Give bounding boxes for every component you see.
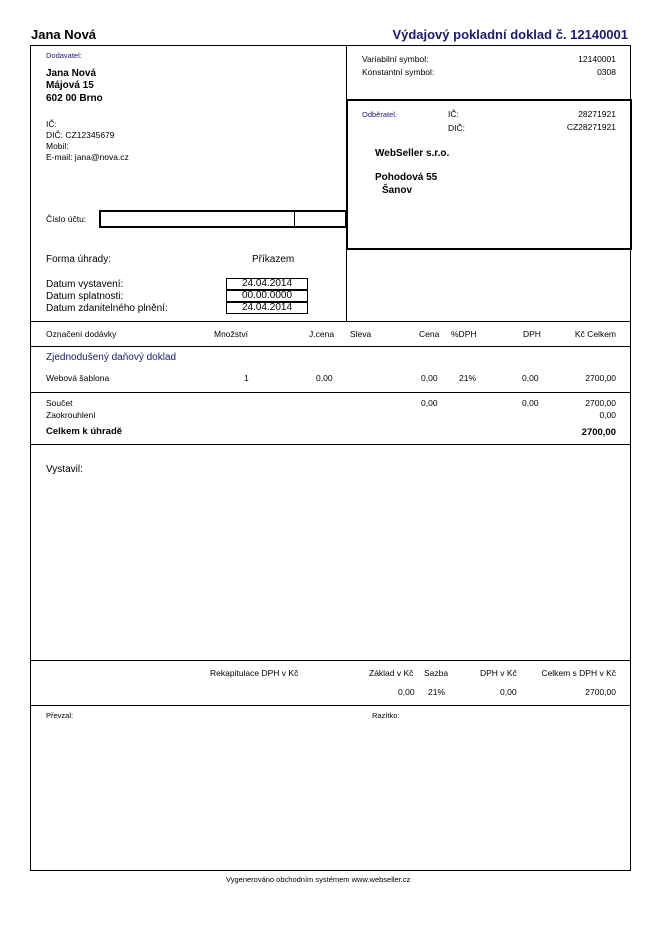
col-header-price: Cena xyxy=(419,329,440,339)
col-header-vat: DPH xyxy=(523,329,541,339)
rounding-value: 0,00 xyxy=(599,410,616,420)
taxable-date-value: 24.04.2014 xyxy=(226,302,308,314)
vat-recap-rate-label: Sazba xyxy=(424,668,449,678)
rule-recap-top xyxy=(30,660,631,661)
stamp-label: Razítko: xyxy=(372,711,400,720)
account-number-divider xyxy=(294,212,295,226)
due-date-label: Datum splatnosti: xyxy=(46,291,124,302)
issue-date-value: 24.04.2014 xyxy=(226,278,308,290)
vat-recap-base-label: Základ v Kč xyxy=(369,668,414,678)
rule-totals-bottom xyxy=(30,444,631,445)
footer-generated-by: Vygenerováno obchodním systémem www.webseller.cz xyxy=(226,875,411,884)
due-date-value: 00.00.0000 xyxy=(226,290,308,302)
vat-recap-total-label: Celkem s DPH v Kč xyxy=(541,668,616,678)
rule-items-header-bottom xyxy=(30,346,631,347)
vat-recap-rate-value: 21% xyxy=(428,687,446,697)
issue-date-label: Datum vystavení: xyxy=(46,279,124,290)
buyer-dic-label: DIČ: xyxy=(448,123,465,133)
payment-method-label: Forma úhrady: xyxy=(46,254,112,265)
vat-recap-base-value: 0,00 xyxy=(398,687,415,697)
buyer-ic-label: IČ: xyxy=(448,109,459,119)
payment-method-value: Příkazem xyxy=(252,254,295,265)
col-header-unit-price: J.cena xyxy=(309,329,335,339)
constant-symbol-label: Konstantní symbol: xyxy=(362,67,435,77)
account-number-field xyxy=(99,210,347,228)
document-title: Výdajový pokladní doklad č. 12140001 xyxy=(392,27,628,42)
col-header-qty: Množství xyxy=(214,329,249,339)
buyer-label: Odběratel: xyxy=(362,110,398,119)
row-item-name: Webová šablona xyxy=(46,373,110,383)
buyer-dic-value: CZ28271921 xyxy=(566,122,616,132)
col-header-item: Označení dodávky xyxy=(46,329,117,339)
buyer-name: WebSeller s.r.o. xyxy=(375,148,450,159)
sum-vat: 0,00 xyxy=(522,398,539,408)
variable-symbol-value: 12140001 xyxy=(578,54,616,64)
sum-total: 2700,00 xyxy=(585,398,616,408)
supplier-street: Májová 15 xyxy=(46,80,94,91)
grand-total-label: Celkem k úhradě xyxy=(46,426,123,437)
supplier-name: Jana Nová xyxy=(46,68,97,79)
buyer-city: Šanov xyxy=(382,185,413,196)
vat-recap-vat-label: DPH v Kč xyxy=(480,668,517,678)
constant-symbol-value: 0308 xyxy=(597,67,616,77)
section-title: Zjednodušený daňový doklad xyxy=(46,352,177,363)
rule-totals-top xyxy=(30,392,631,393)
supplier-dic: DIČ: CZ12345679 xyxy=(46,130,115,140)
variable-symbol-label: Variabilní symbol: xyxy=(362,54,429,64)
row-item-total: 2700,00 xyxy=(585,373,616,383)
rule-items-header-top xyxy=(30,321,631,322)
rounding-label: Zaokrouhlení xyxy=(46,410,96,420)
row-item-vat-pct: 21% xyxy=(459,373,477,383)
row-item-price: 0,00 xyxy=(421,373,438,383)
issued-by-label: Vystavil: xyxy=(46,464,83,475)
row-item-unit-price: 0,00 xyxy=(316,373,333,383)
supplier-ic: IČ: xyxy=(46,119,57,129)
supplier-city: 602 00 Brno xyxy=(46,93,103,104)
row-item-qty: 1 xyxy=(244,373,249,383)
sum-price: 0,00 xyxy=(421,398,438,408)
supplier-email: E-mail: jana@nova.cz xyxy=(46,152,129,162)
supplier-label: Dodavatel: xyxy=(46,51,82,60)
col-header-discount: Sleva xyxy=(350,329,372,339)
vat-recap-total-value: 2700,00 xyxy=(585,687,616,697)
header-supplier-name: Jana Nová xyxy=(31,27,97,42)
vat-recap-title: Rekapitulace DPH v Kč xyxy=(210,668,299,678)
rule-recap-bottom xyxy=(30,705,631,706)
buyer-ic-value: 28271921 xyxy=(578,109,616,119)
row-item-vat: 0,00 xyxy=(522,373,539,383)
supplier-mobile: Mobil: xyxy=(46,141,69,151)
col-header-total: Kč Celkem xyxy=(574,329,616,339)
taxable-date-label: Datum zdanitelného plnění: xyxy=(46,303,168,314)
buyer-street: Pohodová 55 xyxy=(375,172,438,183)
col-header-vat-pct: %DPH xyxy=(451,329,477,339)
received-by-label: Převzal: xyxy=(46,711,74,720)
vat-recap-vat-value: 0,00 xyxy=(500,687,517,697)
grand-total-value: 2700,00 xyxy=(581,427,616,438)
sum-label: Součet xyxy=(46,398,73,408)
account-label: Číslo účtu: xyxy=(46,214,87,224)
